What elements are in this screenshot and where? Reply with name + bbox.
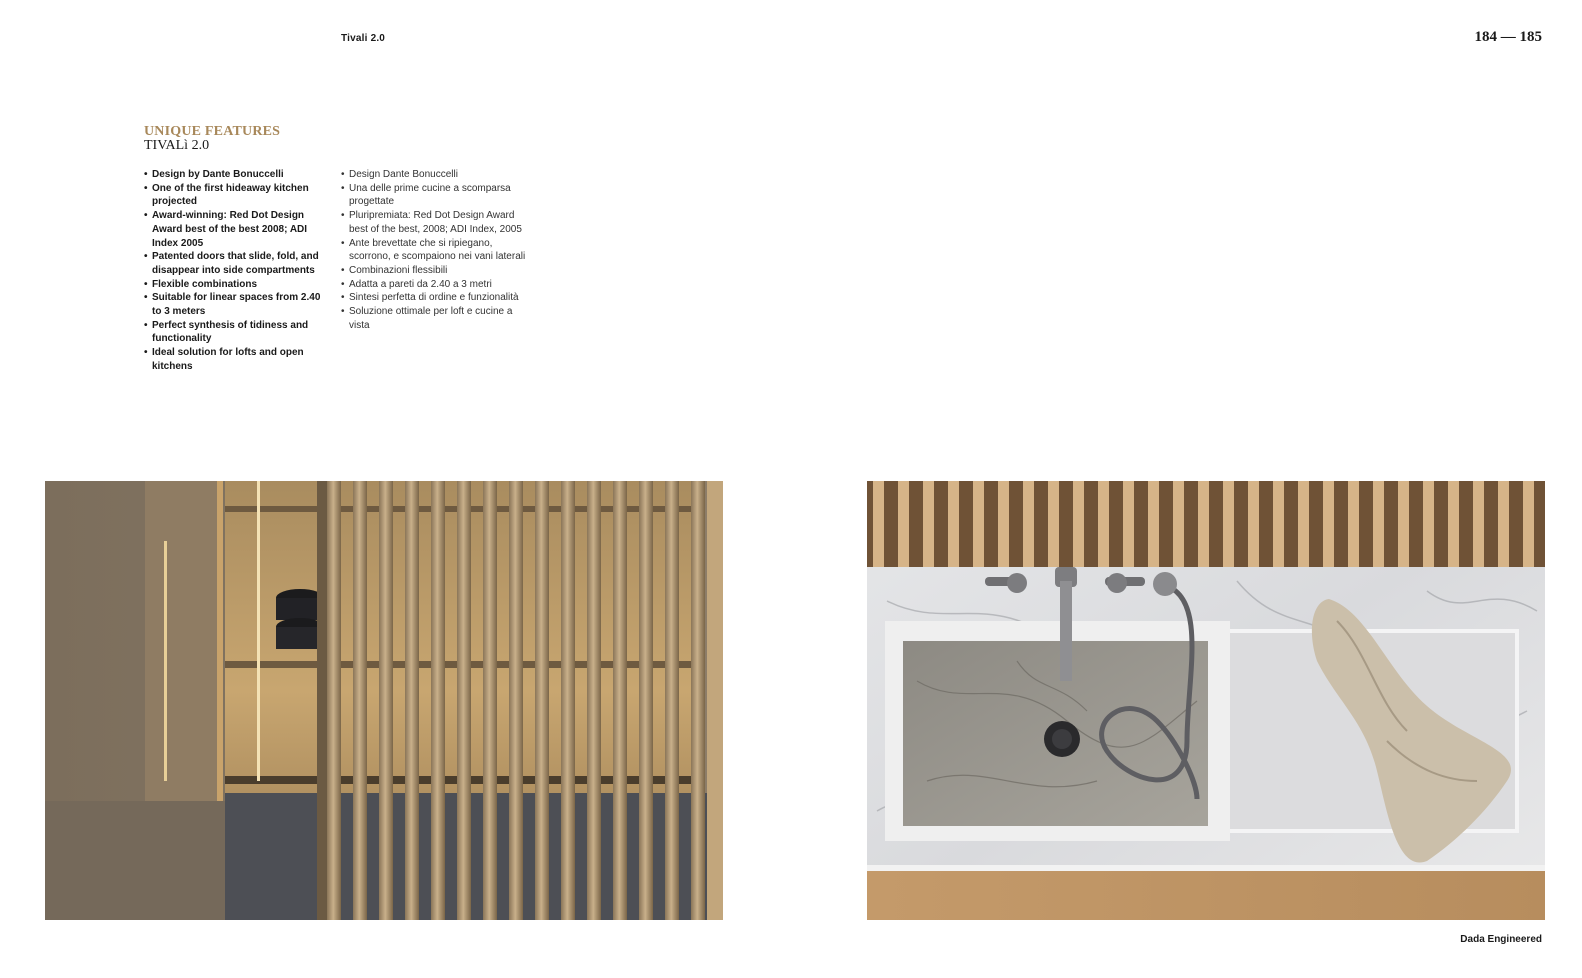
list-item: • Una delle prime cucine a scomparsa progettate bbox=[341, 182, 531, 209]
list-item: • Suitable for linear spaces from 2.40 to 3 meters bbox=[144, 291, 327, 318]
page-numbers: 184 — 185 bbox=[1474, 29, 1542, 45]
list-item: • Soluzione ottimale per loft e cucine a vista bbox=[341, 305, 531, 332]
list-item: • One of the first hideaway kitchen projected bbox=[144, 182, 327, 209]
list-item: • Perfect synthesis of tidiness and functionality bbox=[144, 319, 327, 346]
features-list-english bbox=[144, 168, 327, 374]
marble-sink-photo bbox=[867, 481, 1545, 920]
list-item: • Design by Dante Bonuccelli bbox=[144, 168, 327, 182]
list-item: • Sintesi perfetta di ordine e funzionalità bbox=[341, 291, 531, 305]
list-item: • Patented doors that slide, fold, and disappear into side compartments bbox=[144, 250, 327, 277]
list-item: • Flexible combinations bbox=[144, 278, 327, 292]
features-heading: UNIQUE FEATURES bbox=[144, 124, 281, 139]
features-list-italian bbox=[341, 168, 531, 332]
list-item: • Combinazioni flessibili bbox=[341, 264, 531, 278]
brand-footer: Dada Engineered bbox=[1460, 934, 1542, 945]
features-subheading: TIVALì 2.0 bbox=[144, 138, 210, 153]
running-title: Tivali 2.0 bbox=[341, 33, 386, 44]
list-item: • Ideal solution for lofts and open kitchens bbox=[144, 346, 327, 373]
list-item: • Award-winning: Red Dot Design Award best of the best 2008; ADI Index 2005 bbox=[144, 209, 327, 250]
list-item: • Adatta a pareti da 2.40 a 3 metri bbox=[341, 278, 531, 292]
cabinet-slat-door-photo bbox=[45, 481, 723, 920]
list-item: • Pluripremiata: Red Dot Design Award best of the best, 2008; ADI Index, 2005 bbox=[341, 209, 531, 236]
list-item: • Design Dante Bonuccelli bbox=[341, 168, 531, 182]
features-heading-block bbox=[144, 125, 280, 153]
list-item: • Ante brevettate che si ripiegano, scorrono, e scompaiono nei vani laterali bbox=[341, 237, 531, 264]
